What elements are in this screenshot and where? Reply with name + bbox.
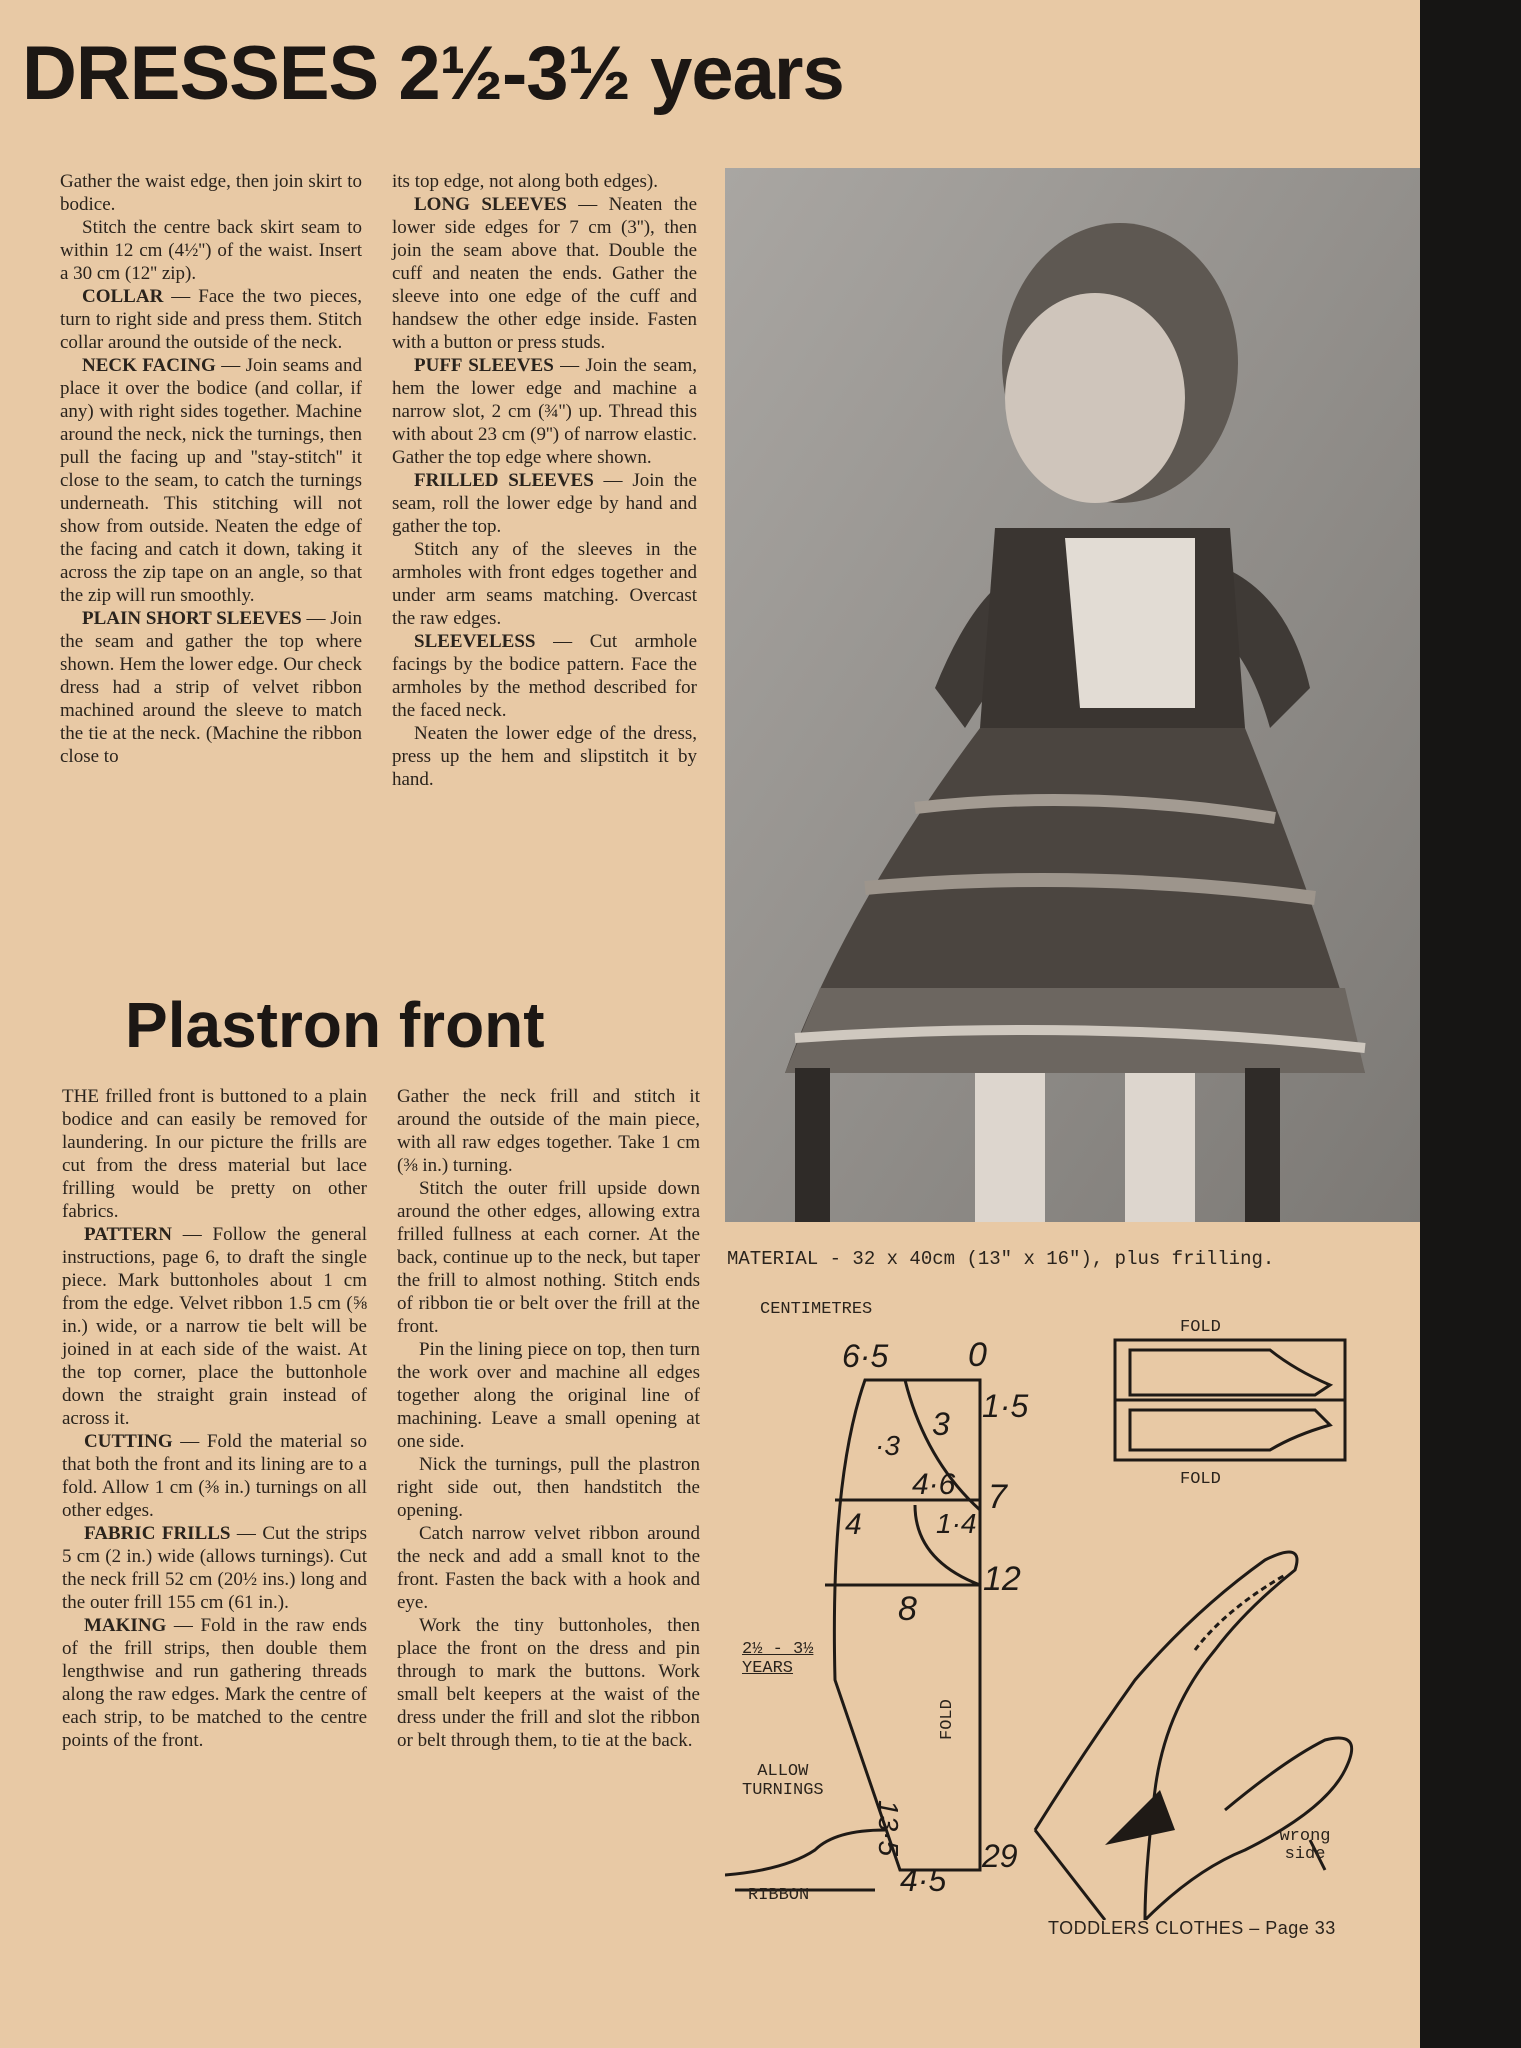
photo-illustration <box>725 168 1420 1222</box>
paragraph <box>397 1522 700 1614</box>
paragraph-text: Work the tiny buttonholes, then place the front on the dress and pin through to mark the buttons. Work small belt keepers at the waist of the dress under the frill and slot the ribbon or belt through them, to tie at the back. <box>397 1615 700 1751</box>
paragraph-text: Catch narrow velvet ribbon around the neck and add a small knot to the front. Fasten the back with a hook and eye. <box>397 1523 700 1613</box>
years-label <box>742 1640 813 1678</box>
paragraph <box>397 1614 700 1752</box>
measure-1-5: 1·5 <box>982 1388 1029 1424</box>
paragraph-text: Stitch any of the sleeves in the armholes with front edges together and under arm seams matching. Overcast the raw edges. <box>392 539 697 629</box>
paragraph-text: — Follow the general instructions, page 6, to draft the single piece. Mark buttonholes about 1 cm from the edge. Velvet ribbon 1.5 cm (⅝ in.) wide, or a narrow tie belt will be joined in at each side of the waist. At the top corner, place the buttonhole down the straight grain instead of across it. <box>62 1224 367 1429</box>
pattern-drawing <box>725 1230 1420 1920</box>
paragraph <box>392 469 697 538</box>
paragraph-text: Gather the neck frill and stitch it around the outside of the main piece, with all raw edges together. Take 1 cm (⅜ in.) turning. <box>397 1086 700 1176</box>
ribbon-label: RIBBON <box>748 1886 810 1905</box>
paragraph <box>60 607 362 768</box>
measure-13-5: 13·5 <box>873 1800 904 1857</box>
allow-turnings-label <box>742 1762 824 1800</box>
paragraph-text: Stitch the centre back skirt seam to within 12 cm (4½'') of the waist. Insert a 30 cm (12'' zip). <box>60 217 362 284</box>
paragraph-lead: CUTTING <box>84 1431 173 1452</box>
article-column-1 <box>60 170 362 768</box>
pattern-diagram <box>725 1230 1420 1920</box>
paragraph <box>397 1338 700 1453</box>
paragraph <box>62 1223 367 1430</box>
measure-8: 8 <box>898 1590 917 1628</box>
paragraph-text: — Neaten the lower side edges for 7 cm (3''), then join the seam above that. Double the cuff and neaten the ends. Gather the sleeve into one edge of the cuff and handsew the other edge inside. Fasten with a button or press studs. <box>392 194 697 353</box>
paragraph-lead: PUFF SLEEVES <box>414 355 554 376</box>
paragraph <box>392 170 697 193</box>
paragraph-lead: FABRIC FRILLS <box>84 1523 231 1544</box>
allow-text: ALLOW <box>757 1762 809 1781</box>
paragraph <box>60 216 362 285</box>
paragraph <box>60 170 362 216</box>
measure-7: 7 <box>988 1478 1007 1516</box>
paragraph <box>62 1522 367 1614</box>
paragraph-text: — Join the seam and gather the top where shown. Hem the lower edge. Our check dress had a strip of velvet ribbon machined around the sleeve to match the tie at the neck. (Machine the ribbon close to <box>60 608 362 767</box>
paragraph-text: — Join the seam, roll the lower edge by hand and gather the top. <box>392 470 697 537</box>
paragraph-text: THE frilled front is buttoned to a plain bodice and can easily be removed for laundering. In our picture the frills are cut from the dress material but lace frilling would be pretty on other fabrics. <box>62 1086 367 1222</box>
paragraph-lead: COLLAR <box>82 286 164 307</box>
section-heading-plastron: Plastron front <box>125 989 545 1061</box>
paragraph <box>397 1453 700 1522</box>
paragraph <box>62 1430 367 1522</box>
measure-0: 0 <box>968 1336 987 1374</box>
paragraph <box>60 354 362 607</box>
paragraph-text: — Cut the strips 5 cm (2 in.) wide (allows turnings). Cut the neck frill 52 cm (20½ ins.) long and the outer frill 155 cm (61 in.). <box>62 1523 367 1613</box>
paragraph-text: — Join seams and place it over the bodice (and collar, if any) with right sides together. Machine around the neck, nick the turnings, then pull the facing up and ''stay-stitch'' it close to the seam, to catch the turnings underneath. This stitching will not show from outside. Neaten the edge of the facing and catch it down, taking it across the zip tape on an angle, so that the zip will run smoothly. <box>60 355 362 606</box>
paragraph-text: — Face the two pieces, turn to right side and press them. Stitch collar around the outside of the neck. <box>60 286 362 353</box>
paragraph-lead: LONG SLEEVES <box>414 194 567 215</box>
paragraph-lead: MAKING <box>84 1615 167 1636</box>
paragraph <box>392 193 697 354</box>
centimetres-label: CENTIMETRES <box>760 1300 873 1319</box>
years-range: 2½ - 3½ <box>742 1640 814 1659</box>
paragraph <box>392 630 697 722</box>
measure-6-5: 6·5 <box>842 1338 889 1374</box>
paragraph-text: Neaten the lower edge of the dress, press up the hem and slipstitch it by hand. <box>392 723 697 790</box>
measure-29: 29 <box>982 1838 1018 1874</box>
paragraph <box>62 1614 367 1752</box>
paragraph-lead: PLAIN SHORT SLEEVES <box>82 608 302 629</box>
paragraph <box>62 1085 367 1223</box>
fold-label-vertical: FOLD <box>938 1699 957 1740</box>
paragraph <box>392 354 697 469</box>
paragraph-text: — Fold in the raw ends of the frill strips, then double them lengthwise and run gathering threads along the raw edges. Mark the centre of each strip, to be matched to the centre points of the front. <box>62 1615 367 1751</box>
paragraph-lead: FRILLED SLEEVES <box>414 470 594 491</box>
paragraph-text: Stitch the outer frill upside down around the other edges, allowing extra frilled fullness at each corner. At the back, continue up to the neck, but taper the frill to almost nothing. Stitch ends of ribbon tie or belt over the frill at the front. <box>397 1178 700 1337</box>
article-column-3 <box>62 1085 367 1752</box>
paragraph <box>392 538 697 630</box>
paragraph-text: — Fold the material so that both the front and its lining are to a fold. Allow 1 cm (⅜ in.) turnings on all other edges. <box>62 1431 367 1521</box>
scan-background-edge <box>1420 0 1521 2048</box>
article-column-2 <box>392 170 697 791</box>
years-word: YEARS <box>742 1659 794 1678</box>
measure-3: 3 <box>932 1406 950 1442</box>
paragraph <box>60 285 362 354</box>
paragraph-text: its top edge, not along both edges). <box>392 171 658 192</box>
paragraph <box>397 1085 700 1177</box>
paragraph-lead: PATTERN <box>84 1224 172 1245</box>
paragraph-lead: SLEEVELESS <box>414 631 536 652</box>
turnings-text: TURNINGS <box>742 1781 824 1800</box>
fold-label-bottom: FOLD <box>1180 1470 1221 1489</box>
paragraph-text: Nick the turnings, pull the plastron right side out, then handstitch the opening. <box>397 1454 700 1521</box>
measure-4-5: 4·5 <box>900 1862 947 1898</box>
measure-4: 4 <box>845 1508 862 1541</box>
paragraph-text: Gather the waist edge, then join skirt to bodice. <box>60 171 362 215</box>
fold-label-top: FOLD <box>1180 1318 1221 1337</box>
paragraph-text: — Cut armhole facings by the bodice pattern. Face the armholes by the method described for the faced neck. <box>392 631 697 721</box>
measure-4-6: 4·6 <box>912 1468 956 1501</box>
paragraph-text: — Join the seam, hem the lower edge and machine a narrow slot, 2 cm (¾'') up. Thread this with about 23 cm (9'') of narrow elastic. Gather the top edge where shown. <box>392 355 697 468</box>
paragraph-lead: NECK FACING <box>82 355 216 376</box>
page-headline: DRESSES 2½-3½ years <box>22 31 844 116</box>
page-footer: TODDLERS CLOTHES – Page 33 <box>1048 1918 1336 1938</box>
article-column-4 <box>397 1085 700 1752</box>
material-note: MATERIAL - 32 x 40cm (13" x 16"), plus frilling. <box>727 1248 1275 1270</box>
paragraph <box>392 722 697 791</box>
dress-photo <box>725 168 1420 1222</box>
measure-12: 12 <box>983 1560 1021 1598</box>
measure-1-4: 1·4 <box>936 1508 977 1539</box>
measure-point-3: ·3 <box>875 1430 900 1461</box>
paragraph <box>397 1177 700 1338</box>
paragraph-text: Pin the lining piece on top, then turn the work over and machine all edges together along the original line of machining. Leave a small opening at one side. <box>397 1339 700 1452</box>
wrong-side-label: wrong side <box>1279 1827 1331 1864</box>
